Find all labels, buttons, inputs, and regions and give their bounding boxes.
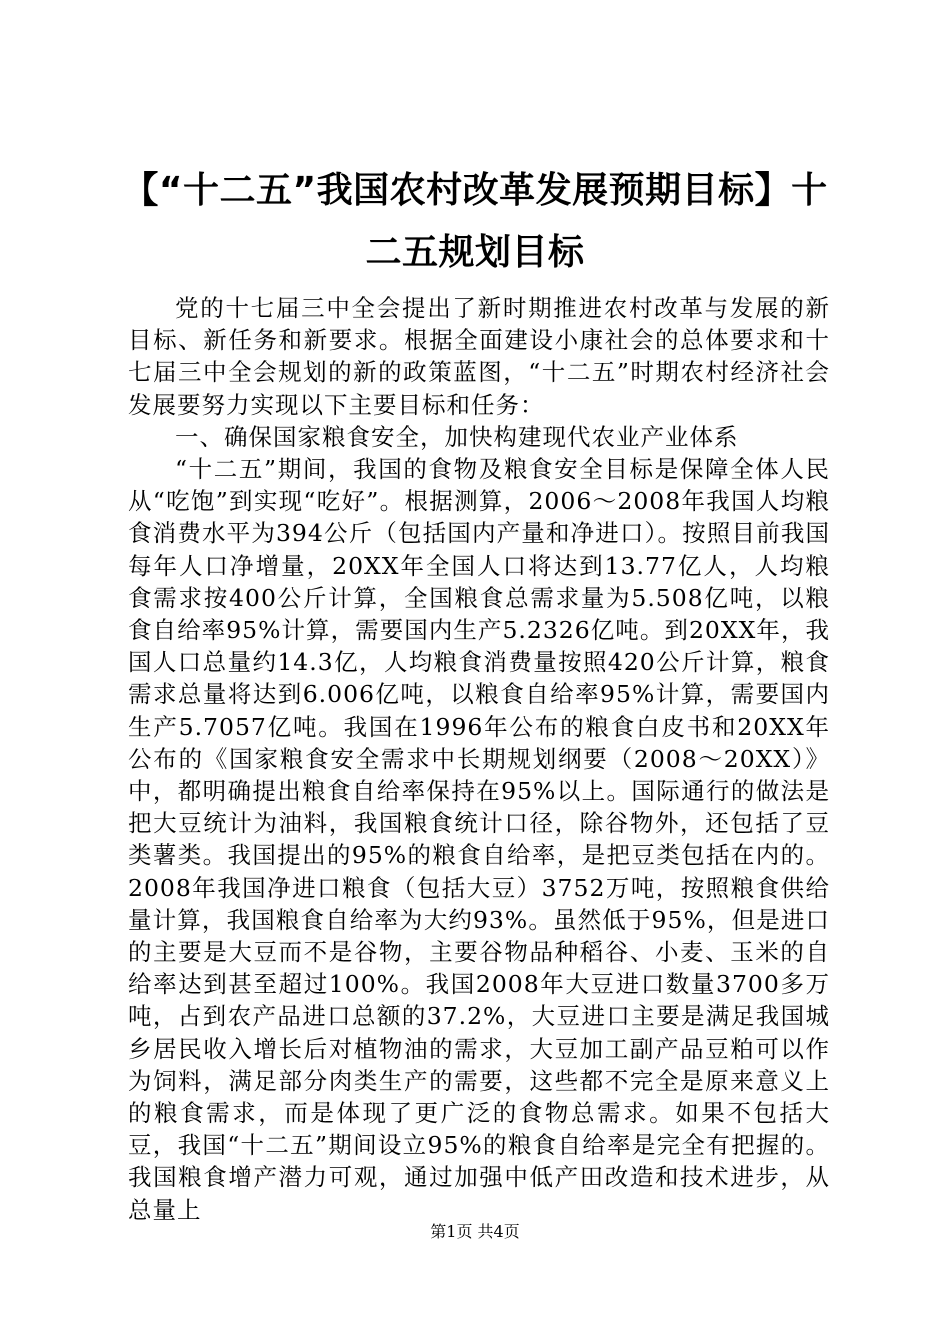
- section-heading: 一、确保国家粮食安全，加快构建现代农业产业体系: [175, 422, 739, 451]
- document-title: 【“十二五”我国农村改革发展预期目标】十二五规划目标: [122, 170, 828, 273]
- document-body: [128, 292, 830, 1226]
- page-footer: 第1页 共4页: [430, 1222, 520, 1241]
- paragraph-intro: 党的十七届三中全会提出了新时期推进农村改革与发展的新目标、新任务和新要求。根据全面建设小康社会的总体要求和十七届三中全会规划的新的政策蓝图，“十二五”时期农村经济社会发展要努力实现以下主要目标和任务：: [128, 294, 830, 419]
- paragraph-food-security: “十二五”期间，我国的食物及粮食安全目标是保障全体人民从“吃饱”到实现“吃好”。根据测算，2006～2008年我国人均粮食消费水平为394公斤（包括国内产量和净进口）。按照目前我国每年人口净增量，20XX年全国人口将达到13.77亿人，人均粮食需求按400公斤计算，全国粮食总需求量为5.508亿吨，以粮食自给率95%计算，需要国内生产5.2326亿吨。到20XX年，我国人口总量约14.3亿，人均粮食消费量按照420公斤计算，粮食需求总量将达到6.006亿吨，以粮食自给率95%计算，需要国内生产5.7057亿吨。我国在1996年公布的粮食白皮书和20XX年公布的《国家粮食安全需求中长期规划纲要（2008～20XX）》中，都明确提出粮食自给率保持在95%以上。国际通行的做法是把大豆统计为油料，我国粮食统计口径，除谷物外，还包括了豆类薯类。我国提出的95%的粮食自给率，是把豆类包括在内的。2008年我国净进口粮食（包括大豆）3752万吨，按照粮食供给量计算，我国粮食自给率为大约93%。虽然低于95%，但是进口的主要是大豆而不是谷物，主要谷物品种稻谷、小麦、玉米的自给率达到甚至超过100%。我国2008年大豆进口数量3700多万吨，占到农产品进口总额的37.2%，大豆进口主要是满足我国城乡居民收入增长后对植物油的需求，大豆加工副产品豆粕可以作为饲料，满足部分肉类生产的需要，这些都不完全是原来意义上的粮食需求，而是体现了更广泛的食物总需求。如果不包括大豆，我国“十二五”期间设立95%的粮食自给率是完全有把握的。我国粮食增产潜力可观，通过加强中低产田改造和技术进步，从总量上: [128, 455, 830, 1224]
